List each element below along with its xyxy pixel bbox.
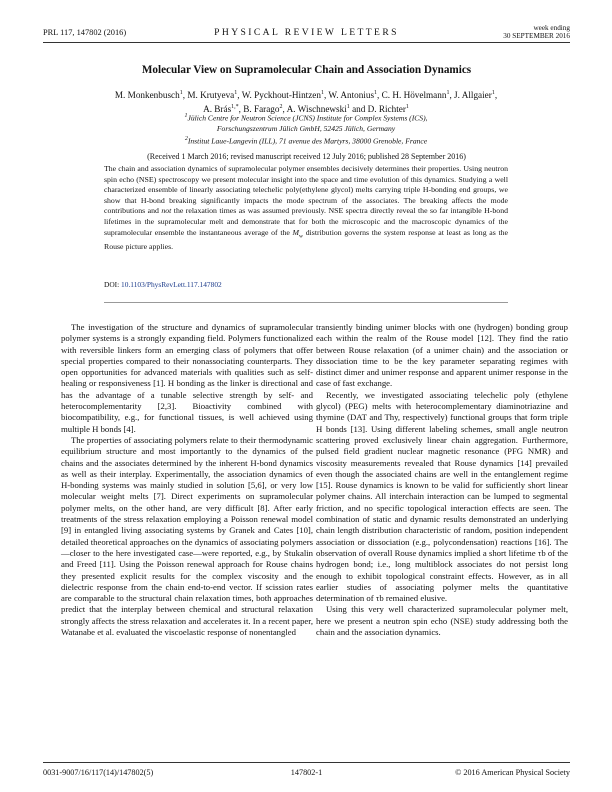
author-name: M. Krutyeva	[187, 90, 235, 101]
affiliation-2	[60, 134, 552, 147]
right-column	[316, 322, 568, 638]
affiliation-1	[60, 111, 552, 124]
paragraph: transiently binding unimer blocks with one (hydrogen) bonding group each within the realm of the Rouse model [12]. They find the ratio between Rouse relaxation (of a unimer chain) and the association or dissociation time to be the key parameter separating regimes with distinct dimer and unimer response and apparent unimer response in the case of fast exchange.	[316, 322, 568, 389]
copyright: © 2016 American Physical Society	[455, 768, 570, 777]
affiliation-marker: 2	[184, 136, 188, 143]
abstract-divider	[104, 302, 508, 303]
doi-link[interactable]: 10.1103/PhysRevLett.117.147802	[121, 280, 222, 289]
author-separator: ,	[237, 90, 242, 101]
footer-rule	[43, 762, 570, 763]
author-name: D. Richter	[367, 104, 406, 115]
author-affiliation-marker: 1	[179, 90, 183, 96]
affiliation-text: Institut Laue-Langevin (ILL), 71 avenue des Martyrs, 38000 Grenoble, France	[187, 136, 428, 146]
mw-symbol: M	[292, 227, 300, 237]
abstract-text: the relaxation times as was assumed previously. NSE spectra directly reveal the so far intangible H-bond lifetimes in the supramolecular melt and demonstrate that for both the microscopic and the macroscopic dynamics of the supramolecular ensemble the instantaneous average of the	[104, 206, 508, 237]
paragraph: Recently, we investigated associating telechelic poly (ethylene glycol) (PEG) melts with heterocomplementary diaminotriazine and thymine (DAT and Thy, respectively) functional groups that form triple H bonds [13]. Using different labeling schemes, small angle neutron scattering proved exclusively linear chain aggregation. Furthermore, pulsed field gradient nuclear magnetic resonance (PFG NMR) and viscosity measurements revealed that Rouse dynamics [14] prevailed even though the associated chains are well in the entanglement regime [15]. Rouse dynamics is known to be valid for sufficiently short linear polymer chains. All interchain interaction can be lumped to segmental friction, and no specific topological interaction effects are seen. The combination of static and dynamic results demonstrated an underlying chain length distribution characteristic of random, position independent association or dissociation (e.g., polycondensation) reactions [16]. The observation of overall Rouse dynamics implied a short lifetime τb of the hydrogen bond; i.e., long multiblock associates do not persist long enough to exhibit topological constraint effects. However, as in all earlier studies of associating polymer melts the quantitative determination of τb remained elusive.	[316, 389, 568, 604]
header-rule	[43, 42, 570, 43]
author-name: W. Antonius	[328, 90, 375, 101]
article-title: Molecular View on Supramolecular Chain and Association Dynamics	[141, 64, 472, 76]
author-name: W. Pyckhout-Hintzen	[241, 90, 321, 101]
abstract-text: distribution governs the system response at least as long as the Rouse picture applies.	[104, 227, 508, 251]
author-name: B. Farago	[243, 104, 280, 115]
doi	[104, 280, 222, 289]
mw-subscript: w	[299, 233, 304, 240]
affiliation-marker: 1	[184, 113, 188, 119]
author-separator: and	[349, 104, 368, 115]
week-ending-label: week ending	[533, 24, 570, 32]
abstract-emphasis: not	[161, 206, 172, 216]
author-separator: ,	[449, 90, 455, 101]
journal-reference: PRL 117, 147802 (2016)	[43, 28, 127, 37]
author-separator: ,	[377, 90, 382, 101]
issue-date	[503, 24, 570, 41]
author-affiliation-marker: 1	[234, 90, 238, 96]
author-name: M. Monkenbusch	[114, 90, 180, 101]
affiliation-text: Jülich Centre for Neutron Science (JCNS) Institute for Complex Systems (ICS),	[187, 113, 428, 123]
author-separator: ,	[182, 90, 188, 101]
left-column	[61, 322, 313, 638]
author-name: A. Wischnewski	[286, 104, 347, 115]
author-separator: ,	[238, 104, 244, 115]
author-name: C. H. Hövelmann	[381, 90, 447, 101]
paragraph: Using this very well characterized supramolecular polymer melt, here we present a neutron spin echo (NSE) study addressing both the chain and the association dynamics.	[316, 604, 568, 638]
journal-name: PHYSICAL REVIEW LETTERS	[214, 27, 399, 38]
doi-label: DOI:	[104, 280, 122, 289]
affiliations	[60, 111, 552, 147]
author-affiliation-marker: 1	[491, 90, 495, 96]
author-name: A. Brás	[203, 104, 232, 115]
author-affiliation-marker: 1	[346, 104, 350, 111]
author-affiliation-marker: 1	[446, 90, 450, 96]
author-line-1	[60, 87, 552, 101]
abstract	[104, 164, 508, 252]
author-separator: ,	[282, 104, 287, 115]
author-affiliation-marker: 1	[320, 90, 324, 96]
paragraph: The properties of associating polymers relate to their thermodynamic equilibrium structure and most importantly to the dynamics of the chains and the associates determined by the inherent H-bond dynamics as well as their interplay. Experimentally, the association dynamics of H-bonding systems was mainly studied in solution [5,6], or very low molecular weight melts [7]. Direct experiments on supramolecular polymer melts, on the other hand, are very difficult [8]. After early treatments of the stress relaxation employing a Poisson renewal model [9] in entangled living associating systems by Granek and Cates [10], detailed theoretical approaches on the dynamics of associating polymers—closer to the here investigated case—were reported, e.g., by Stukalin and Freed [11]. Using the Poisson renewal approach for Rouse chains they presented explicit results for the complex viscosity and the dielectric response from the chain end-to-end vector. If scission rates are comparable to the structural chain relaxation times, both approaches predict that the interplay between chemical and structural relaxation strongly affects the stress relaxation and accelerates it. In a recent paper, Watanabe et al. evaluated the viscoelastic response of nonentangled	[61, 434, 313, 638]
week-ending-date: 30 SEPTEMBER 2016	[503, 32, 570, 41]
paragraph: The investigation of the structure and dynamics of supramolecular polymer systems is a strongly expanding field. Polymers functionalized with reversible linkers form an emerging class of polymers that offer special properties compared to their nonassociating counterparts. They open opportunities for advanced materials with qualities such as self-healing or responsiveness [1]. H bonding as the linker is directional and has the advantage of a tunable selective strength by self- and heterocomplementarity [2,3]. Bioactivity combined with biocompatibility, e.g., for functional tissues, is well achieved using multiple H bonds [4].	[61, 322, 313, 434]
running-header	[43, 24, 570, 40]
abstract-text: The chain and association dynamics of supramolecular polymer ensembles decisively determines their properties. Using neutron spin echo (NSE) spectroscopy we present molecular insight into the space and time evolution of this dynamics. Studying a well characterized ensemble of linearly associating telechelic poly(ethylene glycol) melts carrying triple H-bonding end groups, we show that H-bond breaking significantly impacts the mode spectrum of the associates. The breaking affects the mode contributions and	[104, 164, 508, 216]
author-name: J. Allgaier	[454, 90, 492, 101]
author-affiliation-marker: 2	[279, 104, 283, 111]
received-dates: (Received 1 March 2016; revised manuscript received 12 July 2016; published 28 September 2016)	[147, 152, 466, 161]
author-separator: ,	[323, 90, 329, 101]
issn: 0031-9007/16/117(14)/147802(5)	[43, 768, 154, 777]
author-affiliation-marker: 1	[405, 104, 409, 111]
page-number: 147802-1	[290, 768, 323, 777]
author-separator: ,	[494, 90, 498, 101]
author-affiliation-marker: 1	[374, 90, 378, 96]
affiliation-1-cont: Forschungszentrum Jülich GmbH, 52425 Jülich, Germany	[216, 123, 396, 133]
author-affiliation-marker: 1,*	[231, 104, 239, 111]
